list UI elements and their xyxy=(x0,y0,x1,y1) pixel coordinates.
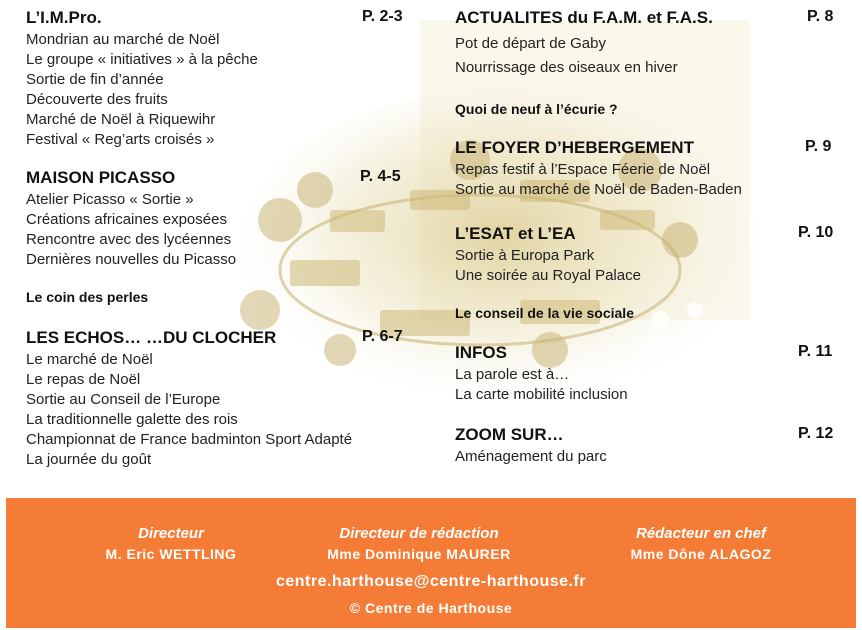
list-item: La parole est à… xyxy=(455,366,570,383)
section-foyer-hebergement xyxy=(455,138,845,200)
section-esat-ea xyxy=(455,224,845,286)
list-item: La traditionnelle galette des rois xyxy=(26,411,238,428)
list-item: Le groupe « initiatives » à la pêche xyxy=(26,51,258,68)
article-list xyxy=(455,447,845,467)
section-page: P. 11 xyxy=(798,343,833,360)
contact-email: centre.harthouse@centre-harthouse.fr xyxy=(275,573,587,590)
article-list xyxy=(455,365,845,405)
article-list xyxy=(26,30,416,150)
subsection-ecurie: Quoi de neuf à l’écurie ? xyxy=(455,101,618,117)
list-item: Nourrissage des oiseaux en hiver xyxy=(455,59,678,76)
section-title: L’I.M.Pro. xyxy=(26,8,102,27)
article-list xyxy=(26,190,416,270)
list-item: Sortie de fin d’année xyxy=(26,71,164,88)
section-page: P. 2-3 xyxy=(362,8,403,25)
list-item: Le marché de Noël xyxy=(26,351,153,368)
section-page: P. 9 xyxy=(805,138,832,155)
section-title: ACTUALITES du F.A.M. et F.A.S. xyxy=(455,8,713,27)
list-item: Sortie à Europa Park xyxy=(455,247,595,264)
list-item: Marché de Noël à Riquewihr xyxy=(26,111,216,128)
section-page: P. 12 xyxy=(798,425,834,442)
list-item: Championnat de France badminton Sport Adapté xyxy=(26,431,353,448)
list-item: Dernières nouvelles du Picasso xyxy=(26,251,237,268)
section-title: ZOOM SUR… xyxy=(455,425,564,444)
list-item: Repas festif à l’Espace Féerie de Noël xyxy=(455,161,711,178)
list-item: Une soirée au Royal Palace xyxy=(455,267,641,284)
staff-editorial-director xyxy=(309,524,529,564)
section-title: L’ESAT et L’EA xyxy=(455,224,576,243)
section-page: P. 8 xyxy=(807,8,834,25)
section-title: INFOS xyxy=(455,343,507,362)
section-echos-clocher xyxy=(26,328,416,470)
staff-director xyxy=(61,524,281,564)
list-item: La carte mobilité inclusion xyxy=(455,386,628,403)
staff-name: M. Eric WETTLING xyxy=(105,546,237,562)
section-page: P. 4-5 xyxy=(360,168,401,185)
staff-editor-in-chief xyxy=(596,524,806,564)
list-item: Aménagement du parc xyxy=(455,448,607,465)
section-actualites-fam-fas xyxy=(455,8,845,80)
list-item: Sortie au Conseil de l’Europe xyxy=(26,391,221,408)
copyright-notice: © Centre de Harthouse xyxy=(349,600,513,616)
section-title: MAISON PICASSO xyxy=(26,168,176,187)
list-item: Rencontre avec des lycéennes xyxy=(26,231,232,248)
staff-name: Mme Dône ALAGOZ xyxy=(630,546,772,562)
section-infos xyxy=(455,343,845,405)
list-item: Le repas de Noël xyxy=(26,371,141,388)
section-title: LE FOYER D’HEBERGEMENT xyxy=(455,138,694,157)
section-page: P. 10 xyxy=(798,224,834,241)
list-item: Découverte des fruits xyxy=(26,91,168,108)
section-impro xyxy=(26,8,416,150)
article-list xyxy=(26,350,416,470)
list-item: Créations africaines exposées xyxy=(26,211,227,228)
list-item: Atelier Picasso « Sortie » xyxy=(26,191,194,208)
list-item: La journée du goût xyxy=(26,451,152,468)
section-page: P. 6-7 xyxy=(362,328,403,345)
list-item: Pot de départ de Gaby xyxy=(455,35,606,52)
credits-footer xyxy=(6,498,856,628)
staff-role: Directeur xyxy=(138,525,204,542)
staff-name: Mme Dominique MAURER xyxy=(327,546,511,562)
staff-role: Rédacteur en chef xyxy=(635,525,767,542)
article-list xyxy=(455,246,845,286)
article-list xyxy=(455,32,845,80)
staff-role: Directeur de rédaction xyxy=(339,525,499,542)
list-item: Festival « Reg’arts croisés » xyxy=(26,131,215,148)
section-maison-picasso xyxy=(26,168,416,270)
section-title: LES ECHOS… …DU CLOCHER xyxy=(26,328,277,347)
article-list xyxy=(455,160,845,200)
subsection-coin-des-perles: Le coin des perles xyxy=(26,289,149,305)
list-item: Sortie au marché de Noël de Baden-Baden xyxy=(455,181,742,198)
list-item: Mondrian au marché de Noël xyxy=(26,31,220,48)
section-zoom-sur xyxy=(455,425,845,467)
subsection-conseil-vie-sociale: Le conseil de la vie sociale xyxy=(455,305,634,321)
